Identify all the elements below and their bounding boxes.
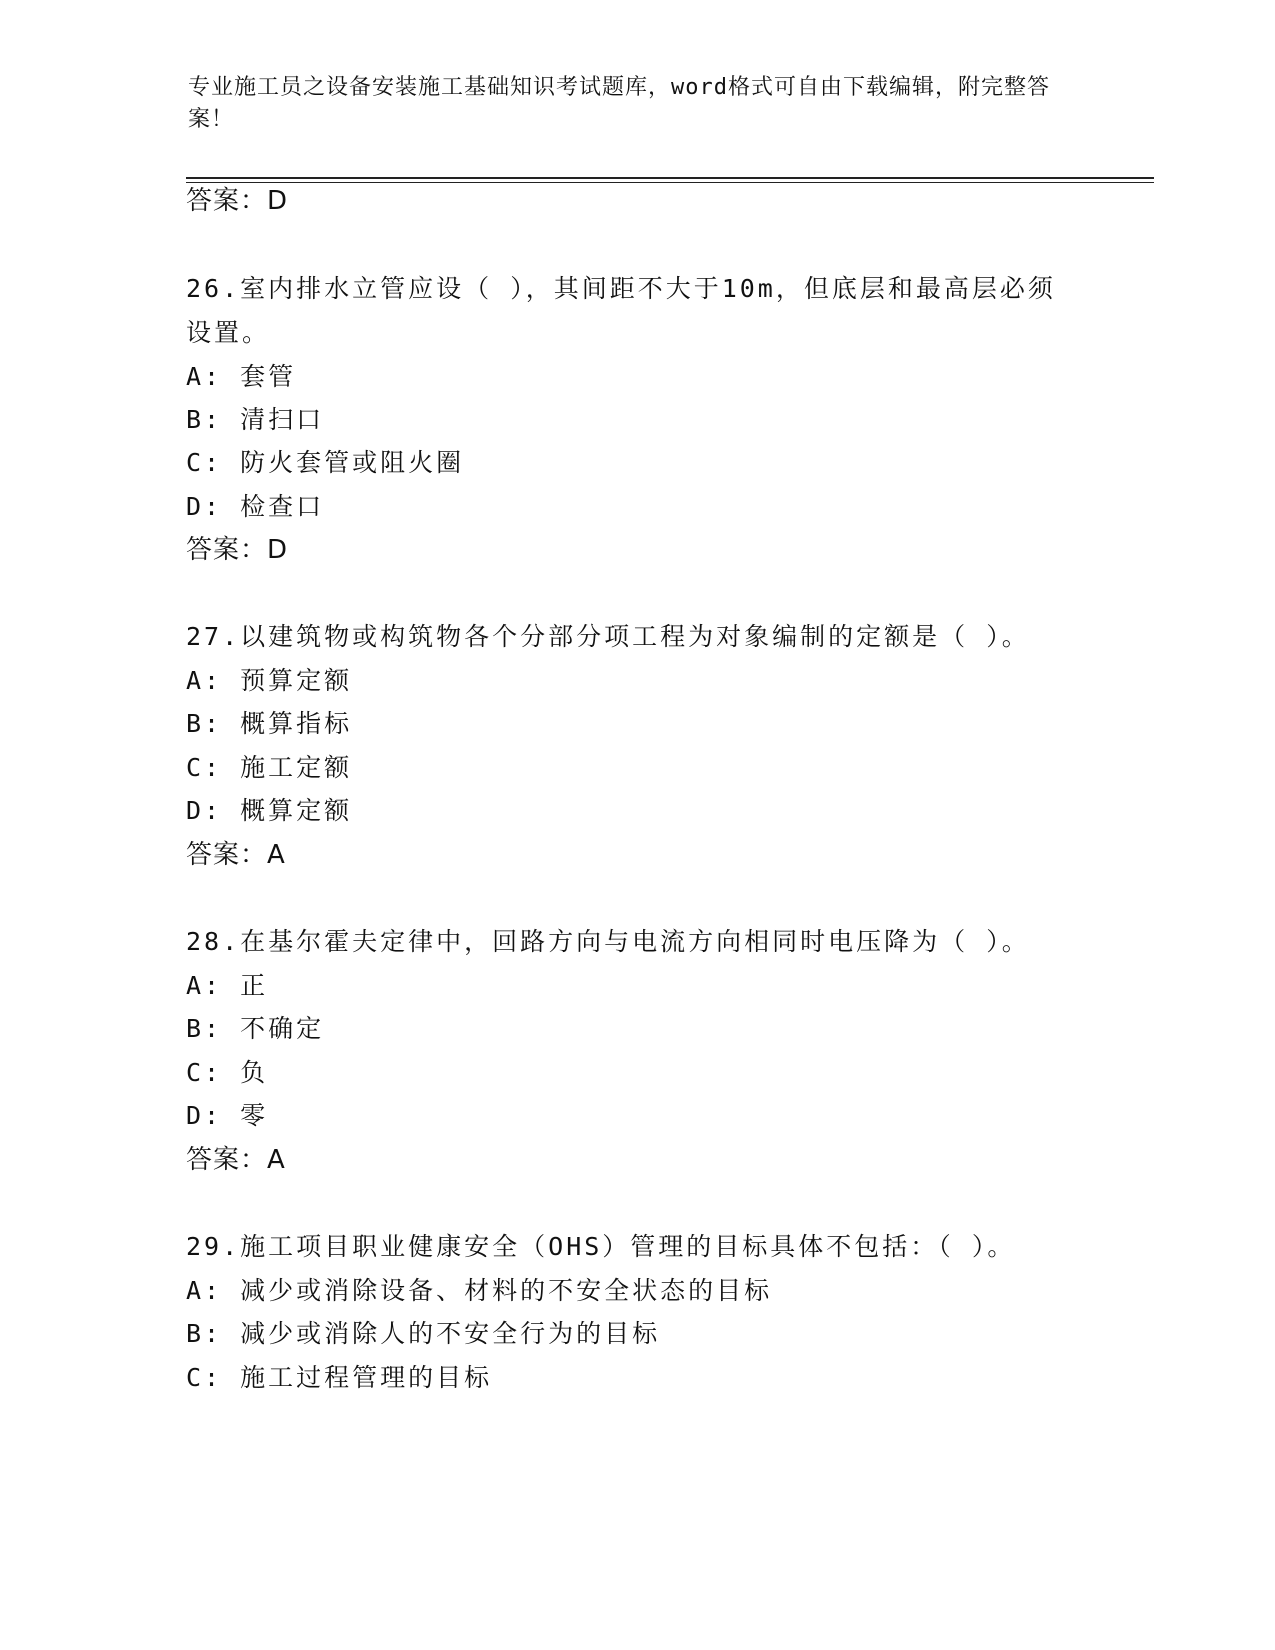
question-26-option-d: D: 检查口 [186,492,325,521]
answer-q27: 答案：A [186,840,286,870]
document-header: 专业施工员之设备安装施工基础知识考试题库，word格式可自由下载编辑，附完整答案！ [188,75,1050,132]
question-29-stem: 29.施工项目职业健康安全（OHS）管理的目标具体不包括：（ ）。 [186,1232,1016,1261]
question-28-option-a: A: 正 [186,971,269,1000]
header-divider-thin [186,182,1154,183]
question-27-option-d: D: 概算定额 [186,796,353,825]
question-27-option-a: A: 预算定额 [186,666,353,695]
question-28-stem: 28.在基尔霍夫定律中，回路方向与电流方向相同时电压降为（ ）。 [186,927,1030,956]
question-27-stem: 27.以建筑物或构筑物各个分部分项工程为对象编制的定额是（ ）。 [186,622,1030,651]
question-28-option-d: D: 零 [186,1101,269,1130]
question-28-option-b: B: 不确定 [186,1014,325,1043]
answer-q26: 答案：D [186,535,289,565]
question-29-option-c: C: 施工过程管理的目标 [186,1363,493,1392]
question-26-stem-cont: 设置。 [186,318,271,347]
question-26-option-a: A: 套管 [186,362,297,391]
answer-q25: 答案：D [186,186,289,216]
question-28-option-c: C: 负 [186,1058,269,1087]
question-29-option-a: A: 减少或消除设备、材料的不安全状态的目标 [186,1276,773,1305]
question-26-option-b: B: 清扫口 [186,405,325,434]
question-27-option-c: C: 施工定额 [186,753,353,782]
question-29-option-b: B: 减少或消除人的不安全行为的目标 [186,1319,661,1348]
header-divider [186,177,1154,179]
question-26-stem: 26.室内排水立管应设（ ），其间距不大于10m，但底层和最高层必须 [186,274,1056,303]
question-26-option-c: C: 防火套管或阻火圈 [186,448,465,477]
question-27-option-b: B: 概算指标 [186,709,353,738]
answer-q28: 答案：A [186,1145,286,1175]
